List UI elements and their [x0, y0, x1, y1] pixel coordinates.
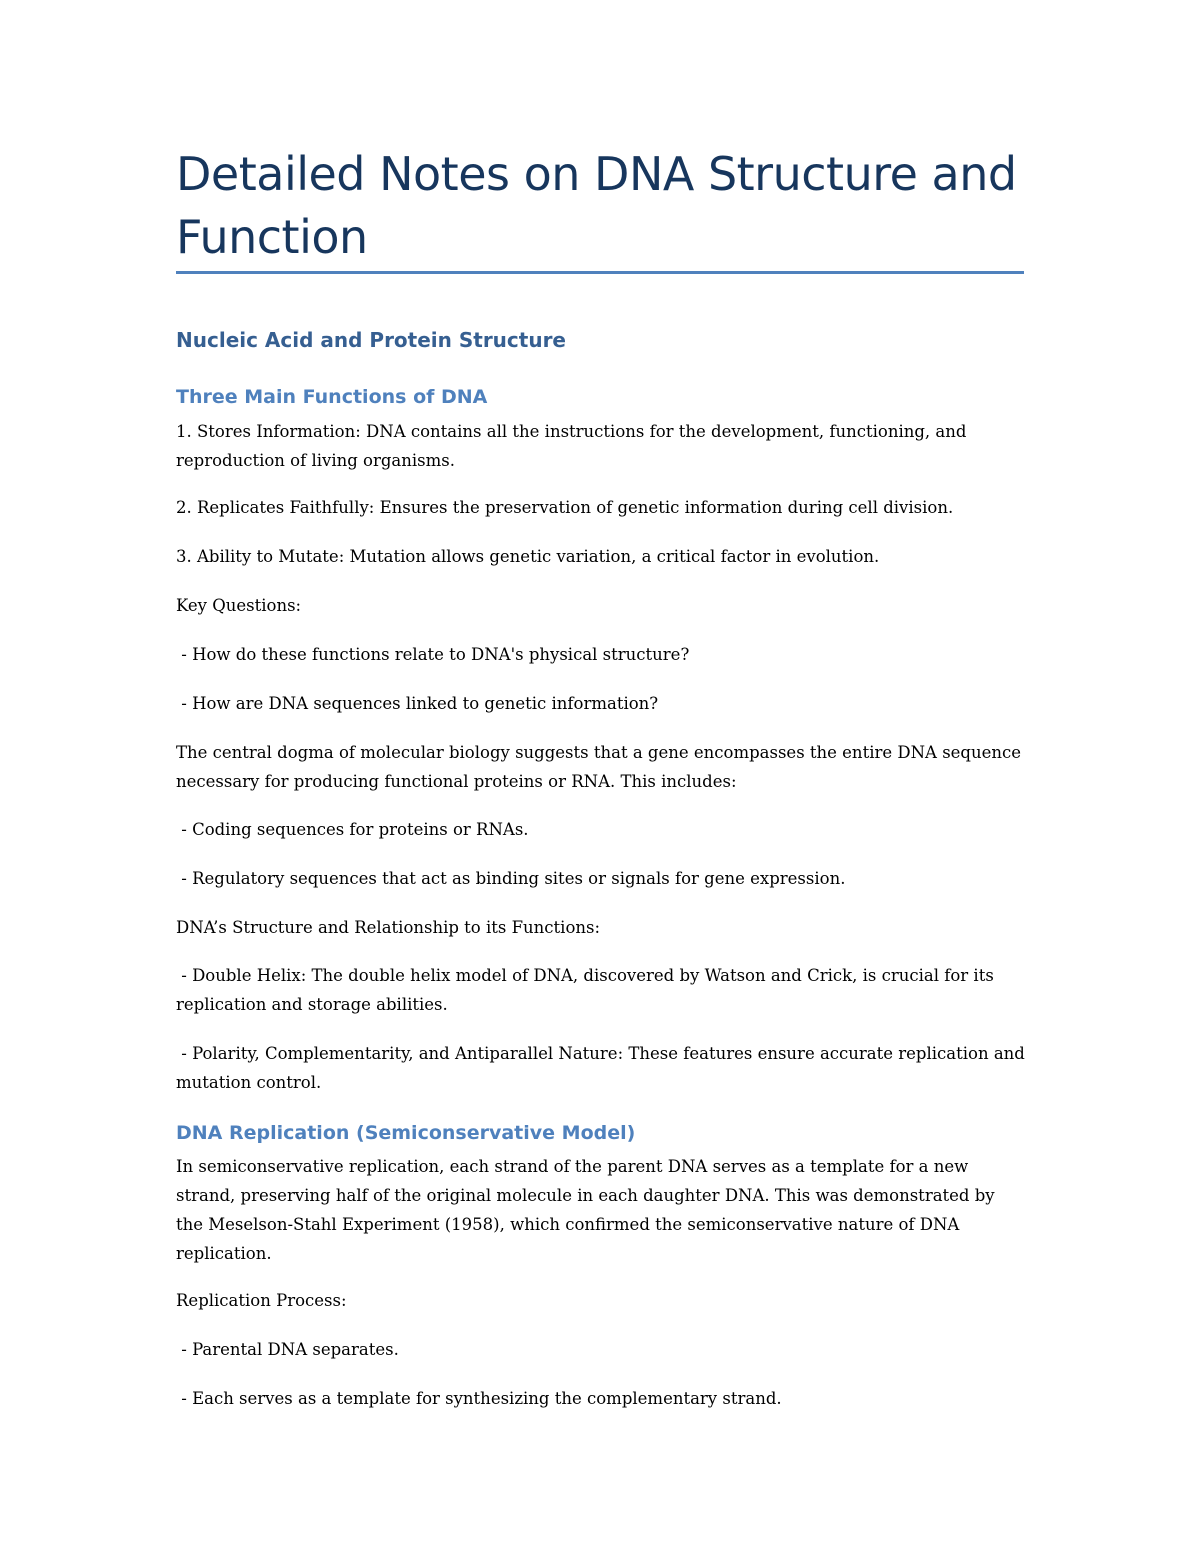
central-dogma-paragraph: The central dogma of molecular biology suggests that a gene encompasses the entire DNA sequence necessary for producing functional proteins or RNA. This includes: [176, 743, 1022, 791]
process-item-2: - Each serves as a template for synthesizing the complementary strand. [176, 1389, 782, 1408]
function-item-3: 3. Ability to Mutate: Mutation allows genetic variation, a critical factor in evolution. [176, 547, 880, 566]
structure-item-2: - Polarity, Complementarity, and Antiparallel Nature: These features ensure accurate replication and mutation control. [176, 1044, 1031, 1092]
process-label: Replication Process: [176, 1291, 347, 1310]
key-questions-label: Key Questions: [176, 596, 302, 615]
function-item-2: 2. Replicates Faithfully: Ensures the preservation of genetic information during cell division. [176, 498, 954, 517]
includes-item-2: - Regulatory sequences that act as binding sites or signals for gene expression. [176, 869, 846, 888]
structure-item-1: - Double Helix: The double helix model of DNA, discovered by Watson and Crick, is crucial for its replication and storage abilities. [176, 966, 1000, 1014]
question-item-2: - How are DNA sequences linked to genetic information? [176, 694, 659, 713]
subsection-replication-heading: DNA Replication (Semiconservative Model) [176, 1122, 636, 1144]
question-item-1: - How do these functions relate to DNA's physical structure? [176, 645, 690, 664]
title-underline [176, 271, 1024, 274]
function-item-1: 1. Stores Information: DNA contains all the instructions for the development, functioning, and reproduction of living organisms. [176, 422, 967, 470]
subsection-functions-heading: Three Main Functions of DNA [176, 386, 488, 408]
structure-label: DNA’s Structure and Relationship to its Functions: [176, 918, 601, 937]
includes-item-1: - Coding sequences for proteins or RNAs. [176, 820, 529, 839]
document-title: Detailed Notes on DNA Structure and Function [176, 147, 1017, 264]
section-heading: Nucleic Acid and Protein Structure [176, 328, 566, 352]
process-item-1: - Parental DNA separates. [176, 1340, 399, 1359]
replication-paragraph: In semiconservative replication, each strand of the parent DNA serves as a template for a new strand, preserving half of the original molecule in each daughter DNA. This was demonstrated by the Meselson-Stahl Experiment (1958), which confirmed the semiconservative nature of DNA replication. [176, 1157, 995, 1263]
